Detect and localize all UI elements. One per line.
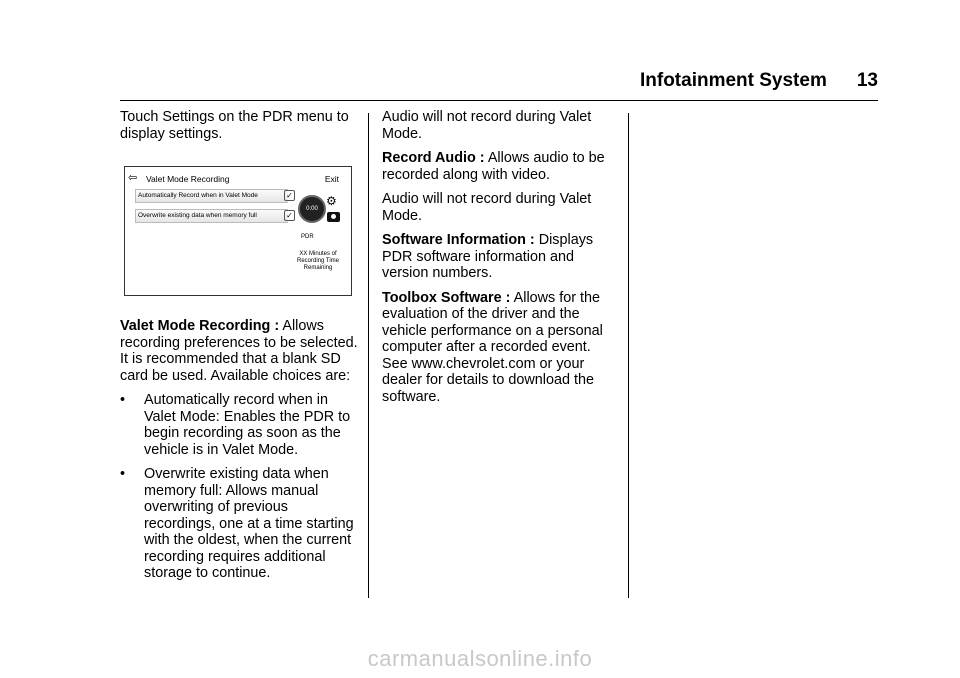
record-audio-desc: Allows audio to be recorded along with video. [382,150,605,183]
recording-time-remaining: XX Minutes of Recording Time Remaining [296,251,340,271]
column-divider [628,113,629,598]
checkbox-icon: ✓ [284,210,295,221]
page-number: 13 [856,70,878,91]
gear-icon: ⚙ [326,194,337,208]
term-valet-mode-recording: Valet Mode Recording : [120,318,280,334]
timer-dial-icon: 0:00 [298,195,326,223]
screen-title: Valet Mode Recording [146,174,230,184]
bullet-icon: • [120,392,126,408]
audio-note-2: Audio will not record during Valet Mode. [382,191,592,224]
record-audio-paragraph [382,150,618,183]
valet-mode-recording-desc: Allows recording preferences to be selected. It is recommended that a blank SD card be used. Available choices are: [120,318,358,384]
choices-list [120,392,360,582]
back-arrow-icon: ⇦ [128,172,138,184]
term-toolbox-software: Toolbox Software : [382,289,511,306]
checkbox-icon: ✓ [284,190,295,201]
watermark: carmanualsonline.info [367,646,593,671]
option-auto-record: Automatically Record when in Valet Mode [135,189,288,203]
valet-mode-recording-paragraph [120,318,360,384]
list-item [120,392,360,458]
section-title: Infotainment System [639,70,827,91]
list-item [120,466,360,582]
intro-paragraph: Touch Settings on the PDR menu to display settings. [120,109,349,142]
list-item-text: Automatically record when in Valet Mode: Enables the PDR to begin recording as soon as the vehicle is in Valet Mode. [144,392,351,458]
column-left [120,109,360,590]
exit-label: Exit [324,174,339,184]
page-header [640,70,878,92]
term-software-information: Software Information : [382,232,535,248]
pdr-label: PDR [301,234,314,240]
toolbox-software-desc: Allows for the evaluation of the driver and the vehicle performance on a personal computer after a recorded event. See www.chevrolet.com or your dealer for details to download the software. [382,289,603,405]
option-overwrite: Overwrite existing data when memory full [135,209,288,223]
software-information-desc: Displays PDR software information and version numbers. [382,232,594,281]
header-rule [120,100,878,101]
column-divider [368,113,369,598]
list-item-text: Overwrite existing data when memory full: Allows manual overwriting of previous recordings, one at a time starting with the oldest, when the current recording requires additional storage to continue. [144,466,354,581]
audio-note-1: Audio will not record during Valet Mode. [382,109,592,142]
column-middle [382,109,618,413]
bullet-icon: • [120,466,126,482]
software-info-paragraph [382,232,618,282]
camera-icon [327,212,340,222]
term-record-audio: Record Audio : [382,150,485,166]
toolbox-software-paragraph [382,290,618,406]
valet-mode-screen-illustration [124,166,352,296]
